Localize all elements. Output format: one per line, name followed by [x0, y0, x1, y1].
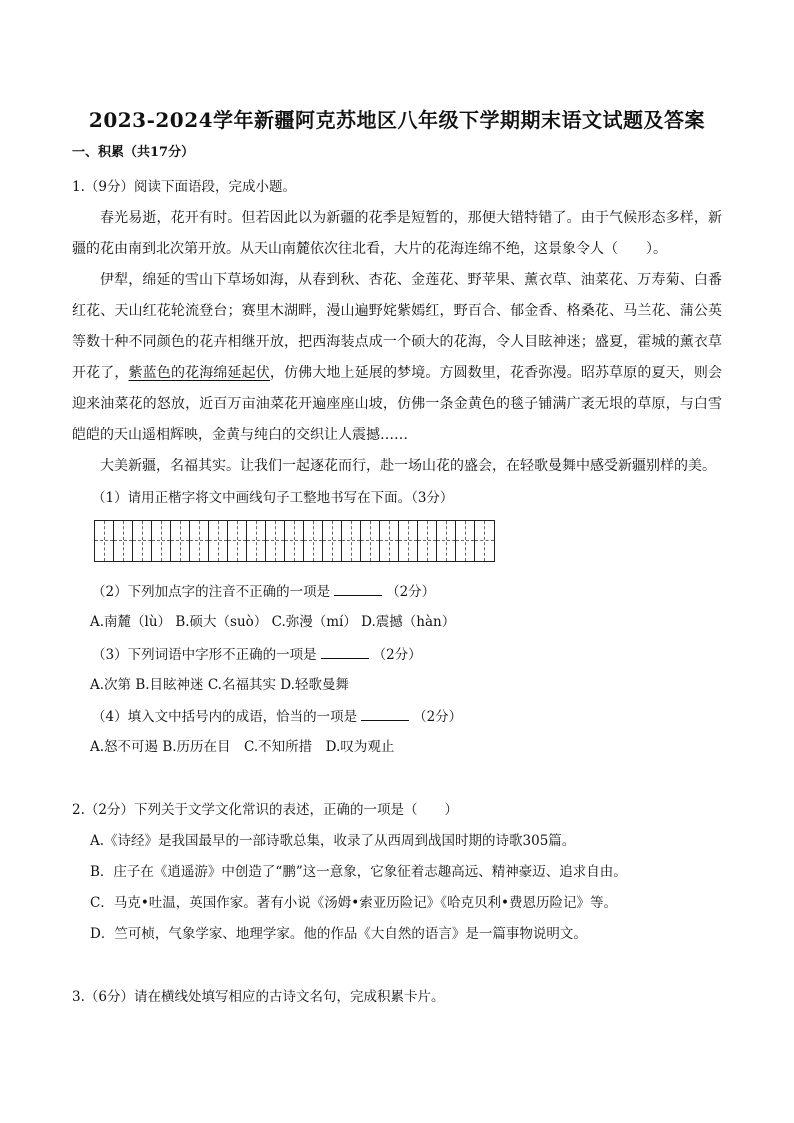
question-3-stem: 3.（6分）请在横线处填写相应的古诗文名句，完成积累卡片。: [72, 989, 445, 1005]
passage-text: ，仿佛大地上延展的梦境。方圆数里，花香弥漫。昭苏草原的夏天，则会迎来油菜花的怒放，近百万亩油菜花开遍座座山坡，仿佛一条金黄色的毯子铺满广袤无垠的草原，与白雪皑皑的天山遥相辉映，金黄与纯白的交织让人震撼……: [72, 365, 723, 443]
question-2-option-d: D．竺可桢，气象学家、地理学家。他的作品《大自然的语言》是一篇事物说明文。: [90, 926, 587, 942]
grid-cell[interactable]: [171, 521, 190, 561]
subquestion-4: [92, 706, 462, 727]
grid-cell[interactable]: [114, 521, 133, 561]
grid-cell[interactable]: [456, 521, 475, 561]
underlined-sentence: 紫蓝色的花海绵延起伏: [128, 365, 270, 381]
answer-blank[interactable]: [334, 581, 382, 596]
writing-grid[interactable]: [94, 520, 495, 562]
grid-cell[interactable]: [266, 521, 285, 561]
subquestion-2-text: （2）下列加点字的注音不正确的一项是: [92, 584, 331, 600]
subquestion-2: [92, 581, 435, 602]
question-2-stem: 2.（2分）下列关于文学文化常识的表述，正确的一项是（ ）: [72, 802, 458, 818]
subquestion-3-text: （3）下列词语中字形不正确的一项是: [92, 647, 317, 663]
subquestion-3-options: A.次第 B.目眩神迷 C.名福其实 D.轻歌曼舞: [90, 677, 349, 693]
answer-blank[interactable]: [321, 644, 369, 659]
grid-cell[interactable]: [152, 521, 171, 561]
grid-cell[interactable]: [380, 521, 399, 561]
passage-paragraph-1: 春光易逝，花开有时。但若因此以为新疆的花季是短暂的，那便大错特错了。由于气候形态多样，新疆的花由南到北次第开放。从天山南麓依次往北看，大片的花海连绵不绝，这景象令人（ ）。: [72, 210, 722, 257]
grid-cell[interactable]: [304, 521, 323, 561]
subquestion-4-options: A.怒不可遏 B.历历在目 C.不知所措 D.叹为观止: [90, 739, 395, 755]
question-2-option-c: C．马克•吐温，英国作家。著有小说《汤姆•索亚历险记》《哈克贝利•费恩历险记》等。: [90, 895, 617, 911]
question-2-option-a: A.《诗经》是我国最早的一部诗歌总集，收录了从西周到战国时期的诗歌305篇。: [90, 833, 576, 849]
passage-paragraph-3: 大美新疆，名福其实。让我们一起逐花而行，赴一场山花的盛会，在轻歌曼舞中感受新疆别样的美。: [100, 458, 716, 474]
score-label: （2分）: [413, 709, 463, 725]
grid-cell[interactable]: [190, 521, 209, 561]
answer-blank[interactable]: [361, 706, 409, 721]
grid-cell[interactable]: [323, 521, 342, 561]
grid-cell[interactable]: [133, 521, 152, 561]
grid-cell[interactable]: [228, 521, 247, 561]
grid-cell[interactable]: [247, 521, 266, 561]
grid-cell[interactable]: [95, 521, 114, 561]
question-1-stem: 1.（9分）阅读下面语段，完成小题。: [72, 179, 296, 195]
subquestion-1: （1）请用正楷字将文中画线句子工整地书写在下面。（3分）: [92, 490, 454, 506]
grid-cell[interactable]: [285, 521, 304, 561]
grid-cell[interactable]: [342, 521, 361, 561]
subquestion-4-text: （4）填入文中括号内的成语，恰当的一项是: [92, 709, 358, 725]
grid-cell[interactable]: [475, 521, 494, 561]
subquestion-2-options: A.南麓（lù） B.硕大（suò） C.弥漫（mí） D.震撼（hàn）: [90, 614, 456, 630]
section-heading: 一、积累（共17分）: [72, 145, 195, 160]
passage-text: 伊犁，绵延的雪山下草场如海，从春到秋、杏花、金莲花、野苹果、薰衣草、油菜花、万寿菊、白番红花、天山红花轮流登台；赛里木湖畔，漫山遍野姹紫嫣红，野百合、郁金香、格桑花、马兰花、蒲公英等数十种不同颜色的花卉相继开放，把西海装点成一个硕大的花海，令人目眩神迷；盛夏，霍城的薰衣草开花了，: [72, 272, 722, 381]
passage-paragraph-2: [72, 265, 722, 451]
grid-cell[interactable]: [418, 521, 437, 561]
grid-cell[interactable]: [399, 521, 418, 561]
grid-cell[interactable]: [361, 521, 380, 561]
score-label: （2分）: [372, 647, 422, 663]
subquestion-3: [92, 644, 422, 665]
grid-cell[interactable]: [209, 521, 228, 561]
score-label: （2分）: [386, 584, 436, 600]
grid-cell[interactable]: [437, 521, 456, 561]
page-title: 2023-2024学年新疆阿克苏地区八年级下学期期末语文试题及答案: [88, 108, 706, 132]
question-2-option-b: B．庄子在《逍遥游》中创造了“鹏”这一意象，它象征着志趣高远、精神豪迈、追求自由。: [90, 864, 627, 880]
